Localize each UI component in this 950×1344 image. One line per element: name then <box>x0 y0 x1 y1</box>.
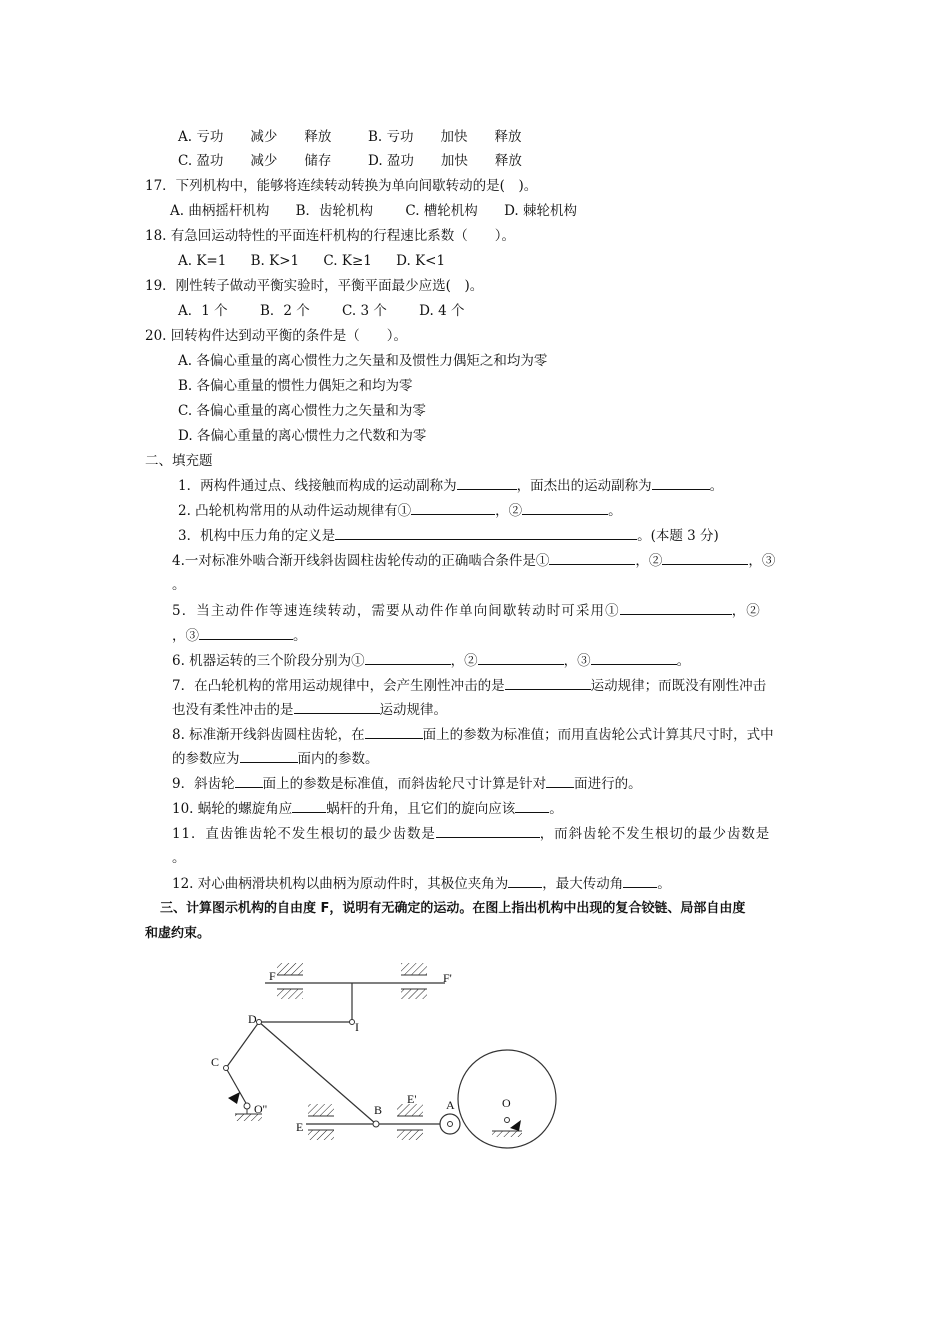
fill-q1 <box>178 477 723 495</box>
q18-option-d: D. K<1 <box>396 253 446 269</box>
answer-blank[interactable] <box>365 652 451 665</box>
q18-option-b: B. K>1 <box>250 253 300 269</box>
fill-q1-text-b: ，面杰出的运动副称为 <box>516 478 652 494</box>
answer-blank[interactable] <box>623 875 657 888</box>
fill-q12-text-b: ，最大传动角 <box>542 876 624 892</box>
label-c: C <box>211 1055 220 1069</box>
q17-option-c: C. 槽轮机构 <box>405 203 478 219</box>
q16-option-d: D. 盈功 加快 释放 <box>368 153 522 169</box>
fill-q6-text-a: 6. 机器运转的三个阶段分别为① <box>172 653 365 669</box>
q17-stem: 17．下列机构中，能够将连续转动转换为单向间歇转动的是( )。 <box>145 178 538 194</box>
fill-q2-text-b: ，② <box>495 503 523 519</box>
fill-q5-text-b: ，② <box>731 603 761 619</box>
fill-q11 <box>172 825 770 843</box>
fill-q3-text-a: 3．机构中压力角的定义是 <box>178 528 336 544</box>
fill-q3-text-b: 。(本题 3 分) <box>637 528 719 544</box>
q19-stem: 19．刚性转子做动平衡实验时，平衡平面最少应选( )。 <box>145 278 484 294</box>
fill-q7 <box>172 677 766 695</box>
answer-blank[interactable] <box>436 825 540 838</box>
answer-blank[interactable] <box>235 775 263 788</box>
fill-q7-text-b: 运动规律；而既没有刚性冲击 <box>590 678 767 694</box>
fill-q2 <box>178 502 622 520</box>
q17-option-a: A. 曲柄摇杆机构 <box>170 203 270 219</box>
answer-blank[interactable] <box>365 726 423 739</box>
fill-q7-text-a: 7．在凸轮机构的常用运动规律中，会产生刚性冲击的是 <box>172 678 505 694</box>
fill-q8-text-b: 面上的参数为标准值；而用直齿轮公式计算其尺寸时，式中 <box>422 727 774 743</box>
q19-option-d: D. 4 个 <box>419 303 465 319</box>
answer-blank[interactable] <box>199 627 293 640</box>
q18-option-c: C. K≥1 <box>323 253 372 269</box>
q20-stem: 20. 回转构件达到动平衡的条件是（ ）。 <box>145 328 408 344</box>
fill-q3 <box>178 527 719 545</box>
answer-blank[interactable] <box>591 652 677 665</box>
fill-q12 <box>172 875 671 893</box>
fill-q11-text-b: ，而斜齿轮不发生根切的最少齿数是 <box>539 826 771 842</box>
q17-option-d: D. 棘轮机构 <box>504 203 578 219</box>
fill-q10-text-c: 。 <box>549 801 563 817</box>
label-a: A <box>446 1098 455 1112</box>
fill-q9-text-a: 9．斜齿轮 <box>172 776 235 792</box>
fill-q7-line2 <box>172 701 447 719</box>
q20-option-a: A. 各偏心重量的离心惯性力之矢量和及惯性力偶矩之和均为零 <box>178 353 548 369</box>
fill-q6-text-c: ，③ <box>563 653 591 669</box>
fill-q8-text-a: 8. 标准渐开线斜齿圆柱齿轮，在 <box>172 727 365 743</box>
q19-options <box>178 302 464 320</box>
label-f: F <box>269 969 276 983</box>
fill-q11-text-a: 11．直齿锥齿轮不发生根切的最少齿数是 <box>172 826 436 842</box>
q16-option-b: B. 亏功 加快 释放 <box>368 129 522 145</box>
fill-q8-line2 <box>172 750 379 768</box>
answer-blank[interactable] <box>411 502 495 515</box>
roller-a <box>440 1114 460 1134</box>
label-o: O <box>502 1096 511 1110</box>
fill-q1-text-c: 。 <box>709 478 724 494</box>
q18-option-a: A. K=1 <box>178 253 227 269</box>
fill-q8-text-c: 的参数应为 <box>172 751 240 767</box>
section2-heading: 二、填充题 <box>145 453 213 469</box>
fill-q4-text-c: ，③ <box>748 553 776 569</box>
fill-q10-text-a: 10. 蜗轮的螺旋角应 <box>172 801 293 817</box>
q20-option-d: D. 各偏心重量的离心惯性力之代数和为零 <box>178 428 427 444</box>
section3-heading-cont: 和虚约束。 <box>145 926 211 941</box>
fill-q10-text-b: 蜗杆的升角，且它们的旋向应该 <box>326 801 516 817</box>
fill-q1-text-a: 1．两构件通过点、线接触而构成的运动副称为 <box>178 478 457 494</box>
fill-q5 <box>172 602 761 620</box>
fill-q4-end: 。 <box>172 577 186 593</box>
fill-q4-text-a: 4.一对标准外啮合渐开线斜齿圆柱齿轮传动的正确啮合条件是① <box>172 553 550 569</box>
q16-option-a: A. 亏功 减少 释放 <box>178 129 332 145</box>
fill-q11-end: 。 <box>172 850 186 866</box>
fill-q6 <box>172 652 690 670</box>
fill-q12-text-a: 12. 对心曲柄滑块机构以曲柄为原动件时，其极位夹角为 <box>172 876 509 892</box>
answer-blank[interactable] <box>240 750 298 763</box>
q20-option-c: C. 各偏心重量的离心惯性力之矢量和为零 <box>178 403 426 419</box>
label-b: B <box>374 1103 383 1117</box>
q17-options <box>170 202 577 220</box>
fill-q6-text-b: ，② <box>450 653 478 669</box>
q19-option-a: A．1 个 <box>178 303 228 319</box>
section3-heading: 三、计算图示机构的自由度 F，说明有无确定的运动。在图上指出机构中出现的复合铰链、局部自由度 <box>160 901 746 916</box>
answer-blank[interactable] <box>294 701 380 714</box>
fill-q7-text-c: 也没有柔性冲击的是 <box>172 702 294 718</box>
answer-blank[interactable] <box>620 602 732 615</box>
fill-q9 <box>172 775 642 793</box>
fill-q7-text-d: 运动规律。 <box>379 702 447 718</box>
answer-blank[interactable] <box>662 552 748 565</box>
label-o-double-prime: O'' <box>254 1102 267 1116</box>
fill-q5-line2 <box>172 627 307 645</box>
label-e-prime: E' <box>407 1092 417 1106</box>
label-i: I <box>355 1020 359 1034</box>
answer-blank[interactable] <box>508 875 542 888</box>
top-guide <box>265 963 445 999</box>
label-f-prime: F' <box>443 971 452 985</box>
answer-blank[interactable] <box>505 677 591 690</box>
answer-blank[interactable] <box>522 502 608 515</box>
fill-q2-text-a: 2. 凸轮机构常用的从动件运动规律有① <box>178 503 412 519</box>
fill-q12-text-c: 。 <box>657 876 671 892</box>
q16-option-c: C. 盈功 减少 储存 <box>178 153 332 169</box>
answer-blank[interactable] <box>652 477 710 490</box>
fill-q5-text-a: 5．当主动件作等速连续转动，需要从动件作单向间歇转动时可采用① <box>172 603 620 619</box>
q19-option-c: C. 3 个 <box>342 303 387 319</box>
q17-option-b: B．齿轮机构 <box>295 203 374 219</box>
fill-q10 <box>172 800 563 818</box>
answer-blank[interactable] <box>546 775 574 788</box>
answer-blank[interactable] <box>292 800 326 813</box>
fill-q9-text-b: 面上的参数是标准值，而斜齿轮尺寸计算是针对 <box>262 776 547 792</box>
fill-q5-text-c: ，③ <box>172 628 199 644</box>
label-e: E <box>296 1120 304 1134</box>
fill-q8 <box>172 726 774 744</box>
answer-blank[interactable] <box>478 652 564 665</box>
fill-q9-text-c: 面进行的。 <box>574 776 642 792</box>
fill-q4-text-b: ，② <box>635 553 663 569</box>
answer-blank[interactable] <box>515 800 549 813</box>
fill-q6-text-d: 。 <box>676 653 691 669</box>
q19-option-b: B．2 个 <box>259 303 310 319</box>
fill-q5-text-d: 。 <box>293 628 307 644</box>
answer-blank[interactable] <box>335 527 637 540</box>
fill-q4 <box>172 552 775 570</box>
fill-q2-text-c: 。 <box>608 503 622 519</box>
label-d: D <box>248 1012 257 1026</box>
fill-q8-text-d: 面内的参数。 <box>297 751 379 767</box>
q18-stem: 18. 有急回运动特性的平面连杆机构的行程速比系数（ ）。 <box>145 228 516 244</box>
answer-blank[interactable] <box>457 477 517 490</box>
answer-blank[interactable] <box>549 552 635 565</box>
q18-options <box>178 252 445 270</box>
mechanism-diagram <box>195 955 575 1155</box>
q20-option-b: B. 各偏心重量的惯性力偶矩之和均为零 <box>178 378 413 394</box>
